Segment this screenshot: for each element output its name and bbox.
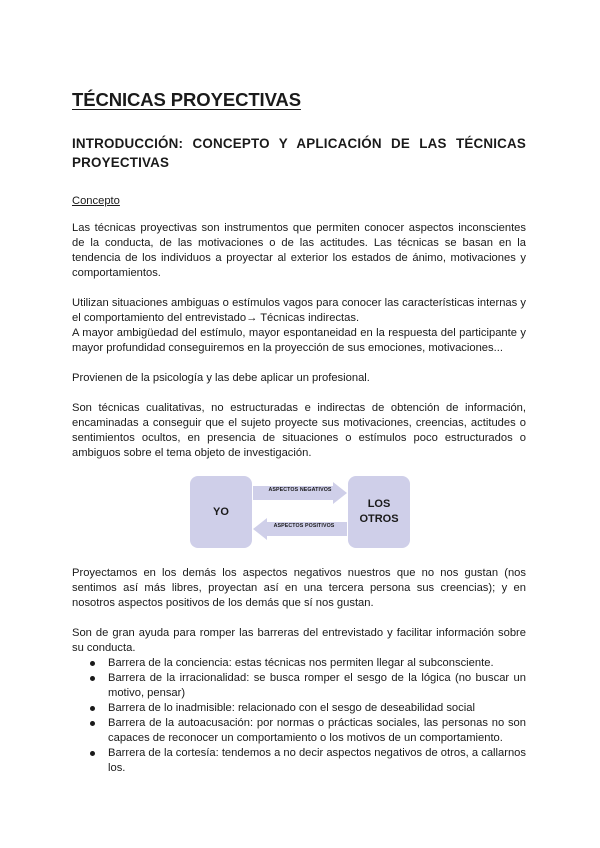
- yo-box: [190, 476, 252, 548]
- list-item: [72, 656, 526, 671]
- los-otros-label-line1: LOS: [367, 498, 391, 510]
- paragraph-definition: Las técnicas proyectivas son instrumentos que permiten conocer aspectos inconscientes de la conducta, de las motivaciones o de las actitudes. Las técnicas se basan en la tendencia de los individuos a proyectar al exterior los estados de ánimo, motivaciones y comportamientos.: [72, 222, 526, 279]
- bullet-icon: [90, 706, 95, 711]
- list-item-text: Barrera de la cortesía: tendemos a no decir aspectos negativos de otros, a callarnos los.: [108, 747, 526, 774]
- bullet-icon: [90, 661, 95, 666]
- paragraph-ambiguous-situations: Utilizan situaciones ambiguas o estímulos vagos para conocer las características internas y el comportamiento del entrevistado→ Técnicas indirectas.: [72, 297, 526, 324]
- bullet-icon: [90, 721, 95, 726]
- positive-aspects-arrow: [253, 518, 347, 540]
- bullet-icon: [90, 676, 95, 681]
- paragraph-barriers-intro: Son de gran ayuda para romper las barreras del entrevistado y facilitar información sobre su conducta.: [72, 627, 526, 654]
- projection-diagram: [190, 476, 410, 550]
- document-page: [72, 88, 526, 776]
- list-item-text: Barrera de lo inadmisible: relacionado con el sesgo de deseabilidad social: [108, 702, 475, 714]
- los-otros-label-line2: OTROS: [359, 513, 399, 525]
- barriers-list: [72, 656, 526, 776]
- paragraph-qualitative: Son técnicas cualitativas, no estructuradas e indirectas de obtención de información, encaminadas a conseguir que el sujeto proyecte sus motivaciones, creencias, actitudes o sentimientos ocultos, en presencia de situaciones o estímulos poco estructurados o ambiguos sobre el tema objeto de investigación.: [72, 402, 526, 459]
- los-otros-box: [348, 476, 410, 548]
- bullet-icon: [90, 751, 95, 756]
- page-title: TÉCNICAS PROYECTIVAS: [72, 89, 301, 110]
- list-item: [72, 671, 526, 701]
- list-item-text: Barrera de la autoacusación: por normas o prácticas sociales, las personas no son capaces de reconocer un comportamiento o los motivos de un comportamiento.: [108, 717, 526, 744]
- positive-aspects-label: ASPECTOS POSITIVOS: [273, 523, 335, 529]
- list-item: [72, 701, 526, 716]
- list-item-text: Barrera de la irracionalidad: se busca romper el sesgo de la lógica (no buscar un motivo, pensar): [108, 672, 526, 699]
- paragraph-origin: Provienen de la psicología y las debe aplicar un profesional.: [72, 372, 370, 384]
- subheading-concepto: Concepto: [72, 195, 120, 207]
- paragraph-ambiguity: A mayor ambigüedad del estímulo, mayor espontaneidad en la respuesta del participante y mayor profundidad conseguiremos en la proyección de sus emociones, motivaciones...: [72, 327, 526, 354]
- list-item: [72, 746, 526, 776]
- yo-label: YO: [213, 505, 229, 518]
- list-item: [72, 716, 526, 746]
- paragraph-projection: Proyectamos en los demás los aspectos negativos nuestros que no nos gustan (nos sentimos así más libres, proyectan así en una tercera persona sus creencias); y en nosotros aspectos positivos de los demás que sí nos gustan.: [72, 567, 526, 609]
- list-item-text: Barrera de la conciencia: estas técnicas nos permiten llegar al subconsciente.: [108, 657, 494, 669]
- section-heading: INTRODUCCIÓN: CONCEPTO Y APLICACIÓN DE LAS TÉCNICAS PROYECTIVAS: [72, 136, 526, 170]
- negative-aspects-arrow: [253, 482, 347, 504]
- negative-aspects-label: ASPECTOS NEGATIVOS: [268, 487, 332, 493]
